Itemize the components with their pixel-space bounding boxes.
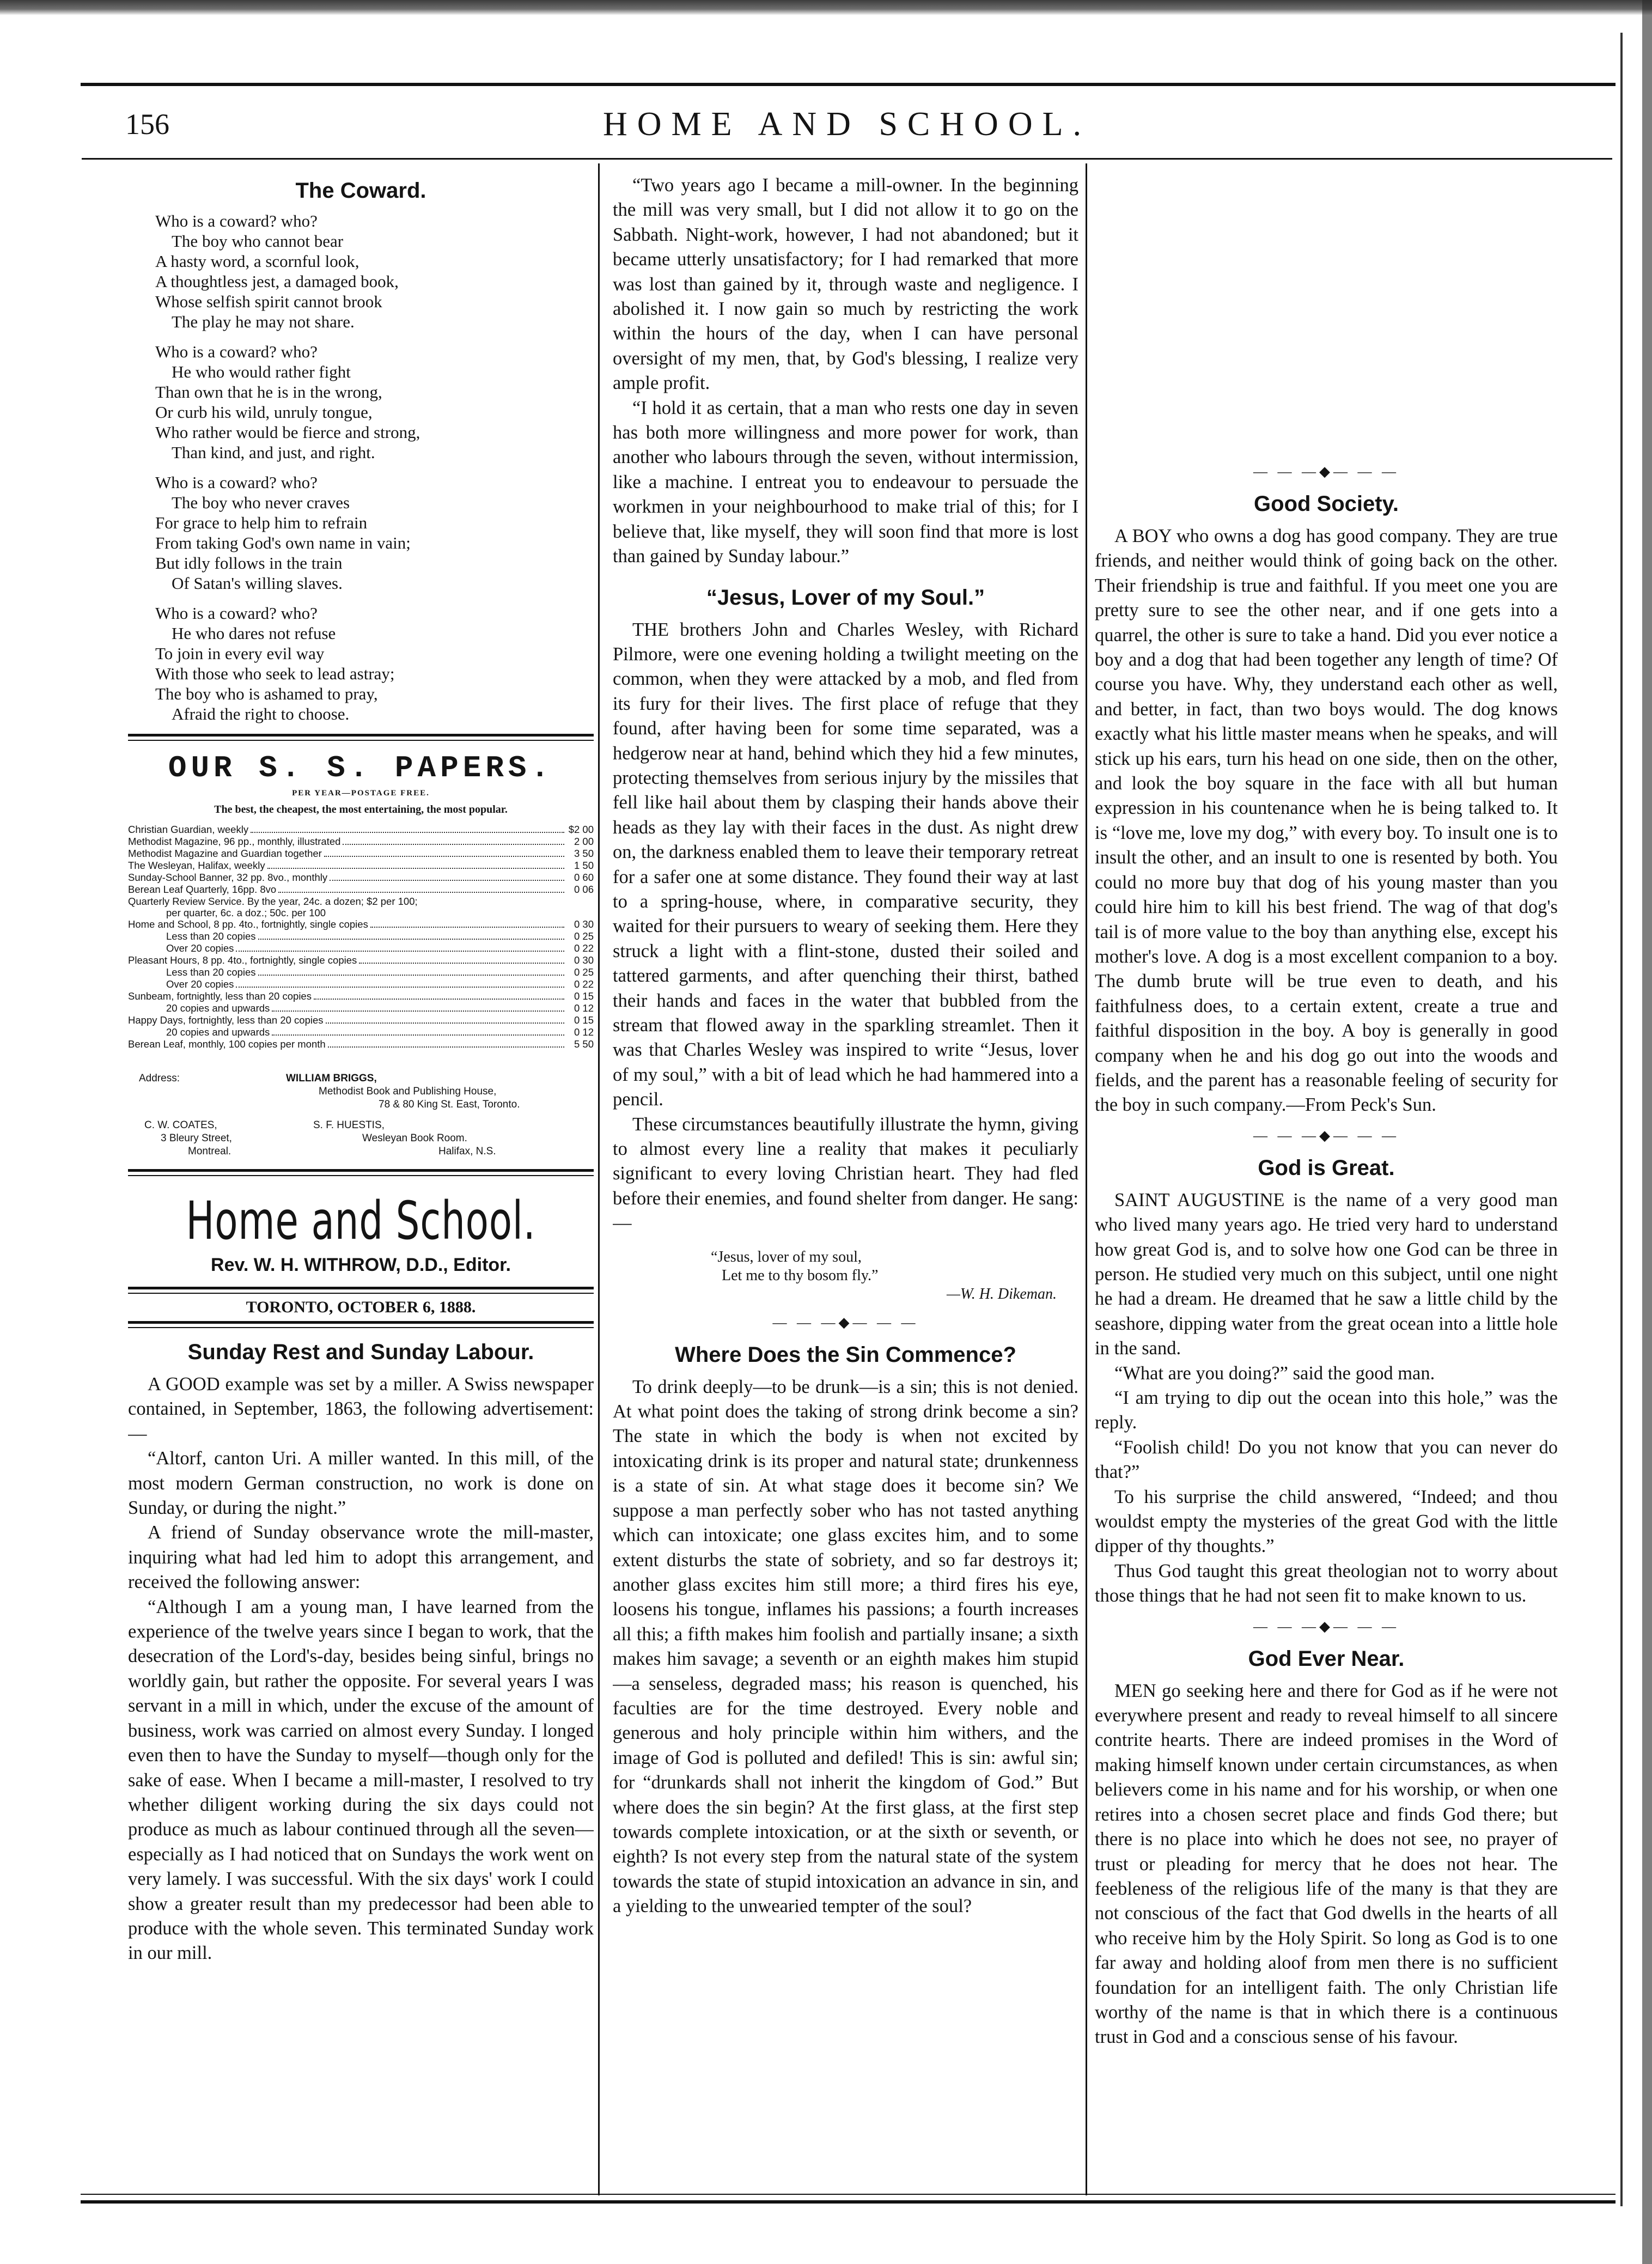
- price-row: [128, 860, 594, 872]
- price-leader-dots: [343, 844, 564, 845]
- poem-line: Who rather would be fierce and strong,: [155, 423, 420, 442]
- paragraph: These circumstances beautifully illustrate the hymn, giving to almost every line a reality that makes it peculiarly significant to every loving Christian heart. They had fled before their enemies, and found shelter from danger. He sang:—: [613, 1113, 1078, 1234]
- price-leader-dots: [258, 975, 564, 976]
- poem-line: The boy who cannot bear: [172, 232, 344, 251]
- column-rule-2: [1086, 163, 1087, 2195]
- coward-poem: [155, 211, 594, 724]
- price-value: 0 60: [574, 872, 594, 883]
- price-value: 1 50: [574, 860, 594, 871]
- poem-stanza: [155, 472, 594, 593]
- price-row: [128, 978, 594, 990]
- poem-line: For grace to help him to refrain: [155, 513, 368, 532]
- coward-title: The Coward.: [295, 179, 426, 203]
- price-leader-dots: [267, 868, 564, 869]
- price-value: 0 22: [574, 942, 594, 954]
- price-name: Over 20 copies: [166, 978, 234, 990]
- price-name: per quarter, 6c. a doz.; 50c. per 100: [166, 907, 326, 918]
- price-leader-dots: [236, 951, 564, 952]
- price-value: 0 06: [574, 884, 594, 895]
- publisher-line: 78 & 80 King St. East, Toronto.: [379, 1099, 520, 1110]
- price-leader-dots: [370, 927, 564, 928]
- agent-name: C. W. COATES,: [144, 1119, 217, 1131]
- poem-line: The boy who never craves: [172, 493, 350, 512]
- poem-line: But idly follows in the train: [155, 553, 343, 573]
- sunday-title: Sunday Rest and Sunday Labour.: [187, 1340, 534, 1364]
- running-title: HOME AND SCHOOL.: [603, 106, 1091, 143]
- price-name: Christian Guardian, weekly: [128, 824, 249, 835]
- poem-line: To join in every evil way: [155, 644, 325, 663]
- section-divider: — — —◆— — —: [1253, 464, 1399, 479]
- poem-stanza: [155, 211, 594, 332]
- masthead-title: Home and School.: [186, 1190, 536, 1251]
- price-leader-dots: [236, 987, 564, 988]
- price-row: [128, 836, 594, 848]
- price-value: 0 15: [574, 1014, 594, 1026]
- poem-line: Or curb his wild, unruly tongue,: [155, 403, 373, 422]
- quote-attribution: —W. H. Dikeman.: [947, 1285, 1057, 1303]
- paragraph: A BOY who owns a dog has good company. They are true friends, and neither would think of going back on the other. Their friendship is true and faithful. If you meet one you are pretty sure to see the other near, and if one gets into a quarrel, the other is sure to take a hand. Did you ever notice a boy and a dog that had been together any length of time? Of course you have. Why, they understand each other as well, and better, in fact, than two boys would. The dog knows exactly what his little master means when he speaks, and will stick up his ears, turn his head on one side, then on the other, and look the boy square in the face with all but human expression in his countenance when he is being talked to. It is “love me, love my dog,” with every boy. To insult one is to insult the other, and an insult to one is resented by both. You could no more buy that dog of his young master than you could hire him to kill his best friend. The wag of that dog's tail is of more value to the boy than anything else, except his mother's love. A dog is a most excellent companion to a boy. The dumb brute will be true even to death, and his faithfulness does, to a certain extent, create a true and faithful disposition in the boy. A boy is generally in good company when he and his dog go out into the woods and fields, and the parent has a reasonable feeling of security for the boy in such company.—From Peck's Sun.: [1095, 526, 1558, 1116]
- poem-line: He who would rather fight: [172, 362, 351, 381]
- price-leader-dots: [326, 1023, 564, 1024]
- price-leader-dots: [251, 832, 564, 833]
- poem-line: The play he may not share.: [172, 312, 355, 331]
- column-rule-1: [598, 163, 600, 2195]
- poem-line: Afraid the right to choose.: [172, 704, 350, 723]
- price-leader-dots: [272, 1034, 564, 1036]
- quote-line: Let me to thy bosom fly.”: [722, 1267, 879, 1284]
- section-divider: — — —◆— — —: [1253, 1618, 1399, 1634]
- publisher-name: WILLIAM BRIGGS,: [286, 1073, 377, 1084]
- price-value: 0 15: [574, 990, 594, 1002]
- price-row: [128, 1002, 594, 1014]
- price-name: 20 copies and upwards: [166, 1002, 270, 1014]
- price-row: [128, 824, 594, 836]
- agent-line: Wesleyan Book Room.: [362, 1133, 467, 1144]
- quote-line: “Jesus, lover of my soul,: [711, 1248, 862, 1265]
- price-row: [128, 942, 594, 954]
- near-article: [1095, 1679, 1558, 2050]
- price-row: [128, 907, 594, 918]
- price-row: [128, 1038, 594, 1050]
- masthead-editor: Rev. W. H. WITHROW, D.D., Editor.: [211, 1255, 511, 1275]
- page-number: 156: [125, 108, 169, 141]
- price-name: Less than 20 copies: [166, 966, 256, 978]
- price-leader-dots: [258, 939, 564, 940]
- price-value: 2 00: [574, 836, 594, 847]
- section-double-rule: [128, 734, 594, 741]
- sunday-article: [128, 1372, 594, 1966]
- poem-stanza: [155, 603, 594, 724]
- price-row: [128, 954, 594, 966]
- price-row: [128, 1026, 594, 1038]
- paragraph: “Two years ago I became a mill-owner. In the beginning the mill was very small, but I did not allow it to go on the Sabbath. Night-work, however, I had not abandoned; but it became utterly unsatisfactory; for I had remarked that more was lost than gained by it, through waste and negligence. I abolished it. I now gain so much by restricting the work within the hours of the day, when I can have personal oversight of my men, that, by God's blessing, I realize very ample profit.: [613, 175, 1078, 394]
- jesus-article: [613, 618, 1078, 1236]
- paragraph: To drink deeply—to be drunk—is a sin; this is not denied. At what point does the taking of strong drink become a sin? The state in which the body is when not excited by intoxicating drink is its proper and natural state; drunkenness is a state of sin. At what stage does it become sin? We suppose a man perfectly sober who has not tasted anything which can intoxicate; one glass excites him, and to some extent disturbs the state of sobriety, and so far destroys it; another glass excites him still more; a third fires his eye, loosens his tongue, inflames his passions; a fourth increases all this; a fifth makes him foolish and partially insane; a sixth makes him savage; a seventh or an eighth makes him stupid—a senseless, degraded mass; his reason is quenched, his faculties are for the time destroyed. Every noble and generous and holy principle within him withers, and the image of God is polluted and defiled! This is sin: awful sin; for “drunkards shall not inherit the kingdom of God.” But where does the sin begin? At the first glass, at the first step towards complete intoxication, or at the sixth or seventh, or eighth? Is not every step from the natural state of the system towards the state of stupid intoxication an advance in sin, and a yielding to the unwearied tempter of the soul?: [613, 1376, 1078, 1917]
- poem-line: Than own that he is in the wrong,: [155, 382, 382, 401]
- price-leader-dots: [330, 880, 564, 881]
- section-double-rule: [128, 1169, 594, 1176]
- poem-line: With those who seek to lead astray;: [155, 664, 395, 683]
- paragraph: Thus God taught this great theologian not to worry about those things that he had not seen fit to make known to us.: [1095, 1560, 1558, 1606]
- paragraph: SAINT AUGUSTINE is the name of a very good man who lived many years ago. He tried very hard to understand how great God is, and to solve how one God can be three in person. He studied very much on this subject, until one night he had a dream. He dreamed that he saw a little child by the seashore, dipping water from the great ocean into a little hole in the sand.: [1095, 1189, 1558, 1359]
- paragraph: “I hold it as certain, that a man who rests one day in seven has both more willingness and more power for work, than another who labours through the seven, without intermission, like a machine. I entreat you to endeavour to persuade the workmen in your neighbourhood to make trial of this; for I believe that, like myself, they will soon find that more is lost than gained by Sunday labour.”: [613, 397, 1078, 567]
- paragraph: MEN go seeking here and there for God as if he were not everywhere present and ready to reveal himself to all sincere contrite hearts. There are indeed promises in the Word of making himself known under certain circumstances, as when believers come in his name and for his worship, or when one retires into a chosen secret place and finds God there; but there is no place into which he does not see, no prayer of trust or pleading for mercy that he does not hear. The feebleness of the religious life of the many is that they are not conscious of the fact that God dwells in the hearts of all who receive him by the Holy Spirit. So long as God is to one far away and holding aloof from men there is no sufficient foundation for an intelligent faith. The only Christian life worthy of the name is that in which there is a continuous trust in God and a conscious sense of his favour.: [1095, 1680, 1558, 2048]
- price-row: [128, 930, 594, 942]
- price-row: [128, 966, 594, 978]
- price-name: Happy Days, fortnightly, less than 20 copies: [128, 1014, 324, 1026]
- price-leader-dots: [272, 1011, 564, 1012]
- column-3: [1095, 173, 1558, 2189]
- price-value: 0 30: [574, 918, 594, 930]
- column-2: [613, 173, 1078, 2189]
- price-name: Sunbeam, fortnightly, less than 20 copies: [128, 990, 312, 1002]
- price-name: 20 copies and upwards: [166, 1026, 270, 1038]
- price-value: 0 22: [574, 978, 594, 990]
- paragraph: “Although I am a young man, I have learned from the experience of the twelve years since I began to work, that the desecration of the Lord's-day, besides being sinful, brings no worldly gain, but rather the opposite. For several years I was servant in a mill in which, under the excuse of the amount of business, work was carried on almost every Sunday. I longed even then to have the Sunday to myself—though only for the sake of ease. When I became a mill-master, I resolved to try whether diligent working during the six days could not produce as much as labour continued through all the seven—especially as I had noticed that on Sundays the work went on very lamely. I was successful. With the six days' work I could show a greater result than my predecessor had been able to produce with the whole seven. This terminated Sunday work in our mill.: [128, 1596, 594, 1964]
- great-title: God is Great.: [1258, 1155, 1395, 1180]
- price-value: $2 00: [568, 824, 594, 835]
- price-leader-dots: [278, 892, 564, 893]
- price-value: 0 12: [574, 1026, 594, 1038]
- poem-line: Who is a coward? who?: [155, 604, 318, 623]
- price-row: [128, 872, 594, 884]
- paragraph: “I am trying to dip out the ocean into this hole,” was the reply.: [1095, 1387, 1558, 1433]
- price-name: The Wesleyan, Halifax, weekly: [128, 860, 265, 871]
- price-name: Quarterly Review Service. By the year, 24c. a dozen; $2 per 100;: [128, 896, 418, 907]
- poem-line: Whose selfish spirit cannot brook: [155, 292, 382, 311]
- sunday-article-continued: [613, 173, 1078, 569]
- paragraph: “Foolish child! Do you not know that you can never do that?”: [1095, 1437, 1558, 1483]
- price-row: [128, 918, 594, 930]
- poem-line: Who is a coward? who?: [155, 211, 318, 230]
- price-name: Pleasant Hours, 8 pp. 4to., fortnightly, single copies: [128, 954, 357, 966]
- scan-edge-right: [1642, 0, 1652, 2264]
- price-name: Methodist Magazine, 96 pp., monthly, illustrated: [128, 836, 341, 847]
- price-value: 5 50: [574, 1038, 594, 1050]
- poem-line: The boy who is ashamed to pray,: [155, 684, 378, 703]
- poem-line: A hasty word, a scornful look,: [155, 252, 359, 271]
- price-row: [128, 848, 594, 860]
- society-title: Good Society.: [1254, 492, 1399, 516]
- section-double-rule: [128, 1321, 594, 1328]
- poem-line: Who is a coward? who?: [155, 342, 318, 361]
- near-title: God Ever Near.: [1248, 1646, 1405, 1671]
- dateline: TORONTO, OCTOBER 6, 1888.: [246, 1298, 476, 1316]
- agent-line: 3 Bleury Street,: [161, 1133, 232, 1144]
- agent-line: Halifax, N.S.: [438, 1146, 496, 1157]
- price-list: [128, 824, 594, 1050]
- paragraph: “Altorf, canton Uri. A miller wanted. In this mill, of the most modern German construction, no work is done on Sunday, or during the night.”: [128, 1448, 594, 1519]
- price-name: Sunday-School Banner, 32 pp. 8vo., monthly: [128, 872, 328, 883]
- price-value: 0 25: [574, 930, 594, 942]
- price-value: 3 50: [574, 848, 594, 859]
- price-leader-dots: [359, 963, 564, 964]
- paragraph: A GOOD example was set by a miller. A Swiss newspaper contained, in September, 1863, the following advertisement:—: [128, 1374, 594, 1444]
- poem-line: Of Satan's willing slaves.: [172, 574, 343, 593]
- sin-article-continuation-space: [1095, 173, 1558, 454]
- agent-name: S. F. HUESTIS,: [313, 1119, 385, 1131]
- price-name: Over 20 copies: [166, 942, 234, 954]
- sin-article: [613, 1375, 1078, 1919]
- price-value: 0 25: [574, 966, 594, 978]
- great-article: [1095, 1188, 1558, 1609]
- price-leader-dots: [328, 1046, 564, 1048]
- papers-title: OUR S. S. PAPERS.: [168, 751, 554, 786]
- price-value: 0 12: [574, 1002, 594, 1014]
- price-name: Home and School, 8 pp. 4to., fortnightly, single copies: [128, 918, 368, 930]
- price-leader-dots: [314, 999, 564, 1000]
- paragraph: To his surprise the child answered, “Indeed; and thou wouldst empty the mysteries of the great God with the little dipper of thy thoughts.”: [1095, 1486, 1558, 1557]
- hymn-quote: [711, 1248, 1078, 1304]
- agent-line: Montreal.: [188, 1146, 231, 1157]
- page-spine-line: [1620, 33, 1623, 2206]
- poem-line: From taking God's own name in vain;: [155, 533, 411, 552]
- price-name: Berean Leaf Quarterly, 16pp. 8vo: [128, 884, 277, 895]
- papers-subtitle: PER YEAR—POSTAGE FREE.: [292, 789, 430, 798]
- poem-stanza: [155, 342, 594, 462]
- papers-intro: The best, the cheapest, the most entertaining, the most popular.: [214, 804, 508, 815]
- poem-line: A thoughtless jest, a damaged book,: [155, 272, 399, 291]
- address-label: Address:: [139, 1073, 180, 1084]
- section-divider: — — —◆— — —: [772, 1314, 919, 1330]
- price-row: [128, 896, 594, 907]
- price-value: 0 30: [574, 954, 594, 966]
- page-header: [82, 101, 1612, 150]
- poem-line: He who dares not refuse: [172, 624, 336, 643]
- price-row: [128, 1014, 594, 1026]
- price-name: Methodist Magazine and Guardian together: [128, 848, 322, 859]
- paragraph: THE brothers John and Charles Wesley, with Richard Pilmore, were one evening holding a twilight meeting on the common, when they were attacked by a mob, and fled from its fury for their lives. The first place of refuge that they found, after having been for some time separated, was a hedgerow near at hand, behind which they hid a few minutes, protecting themselves from serious injury by the missiles that fell like hail about them by clasping their hands above their heads as they lay with their faces in the dust. As night drew on, the darkness enabled them to leave their temporary retreat for a safer one at some distance. They found their way at last to a spring-house, where, in comparative security, they waited for their pursuers to weary of seeking them. Here they struck a light with a flint-stone, dusted their soiled and tattered garments, and after quenching their thirst, bathed their hands and faces in the water that bubbled from the stream that flowed away in the sparkling streamlet. Then it was that Charles Wesley was inspired to write “Jesus, lover of my soul,” with a bit of lead which he had hammered into a pencil.: [613, 619, 1078, 1110]
- poem-line: Than kind, and just, and right.: [172, 443, 375, 462]
- section-divider: — — —◆— — —: [1253, 1127, 1399, 1143]
- section-double-rule: [128, 1287, 594, 1294]
- society-article: [1095, 524, 1558, 1118]
- jesus-title: “Jesus, Lover of my Soul.”: [706, 585, 985, 610]
- price-name: Berean Leaf, monthly, 100 copies per month: [128, 1038, 326, 1050]
- column-1: [128, 173, 594, 2189]
- price-row: [128, 990, 594, 1002]
- price-name: Less than 20 copies: [166, 930, 256, 942]
- price-row: [128, 884, 594, 896]
- header-rule: [82, 158, 1612, 160]
- sin-title: Where Does the Sin Commence?: [675, 1342, 1016, 1367]
- publisher-line: Methodist Book and Publishing House,: [319, 1086, 497, 1097]
- poem-line: Who is a coward? who?: [155, 473, 318, 492]
- paragraph: “What are you doing?” said the good man.: [1114, 1362, 1435, 1384]
- price-leader-dots: [324, 856, 564, 857]
- publisher-address: [128, 1072, 594, 1159]
- paragraph: A friend of Sunday observance wrote the mill-master, inquiring what had led him to adopt this arrangement, and received the following answer:: [128, 1522, 594, 1593]
- scan-edge-top: [0, 0, 1652, 15]
